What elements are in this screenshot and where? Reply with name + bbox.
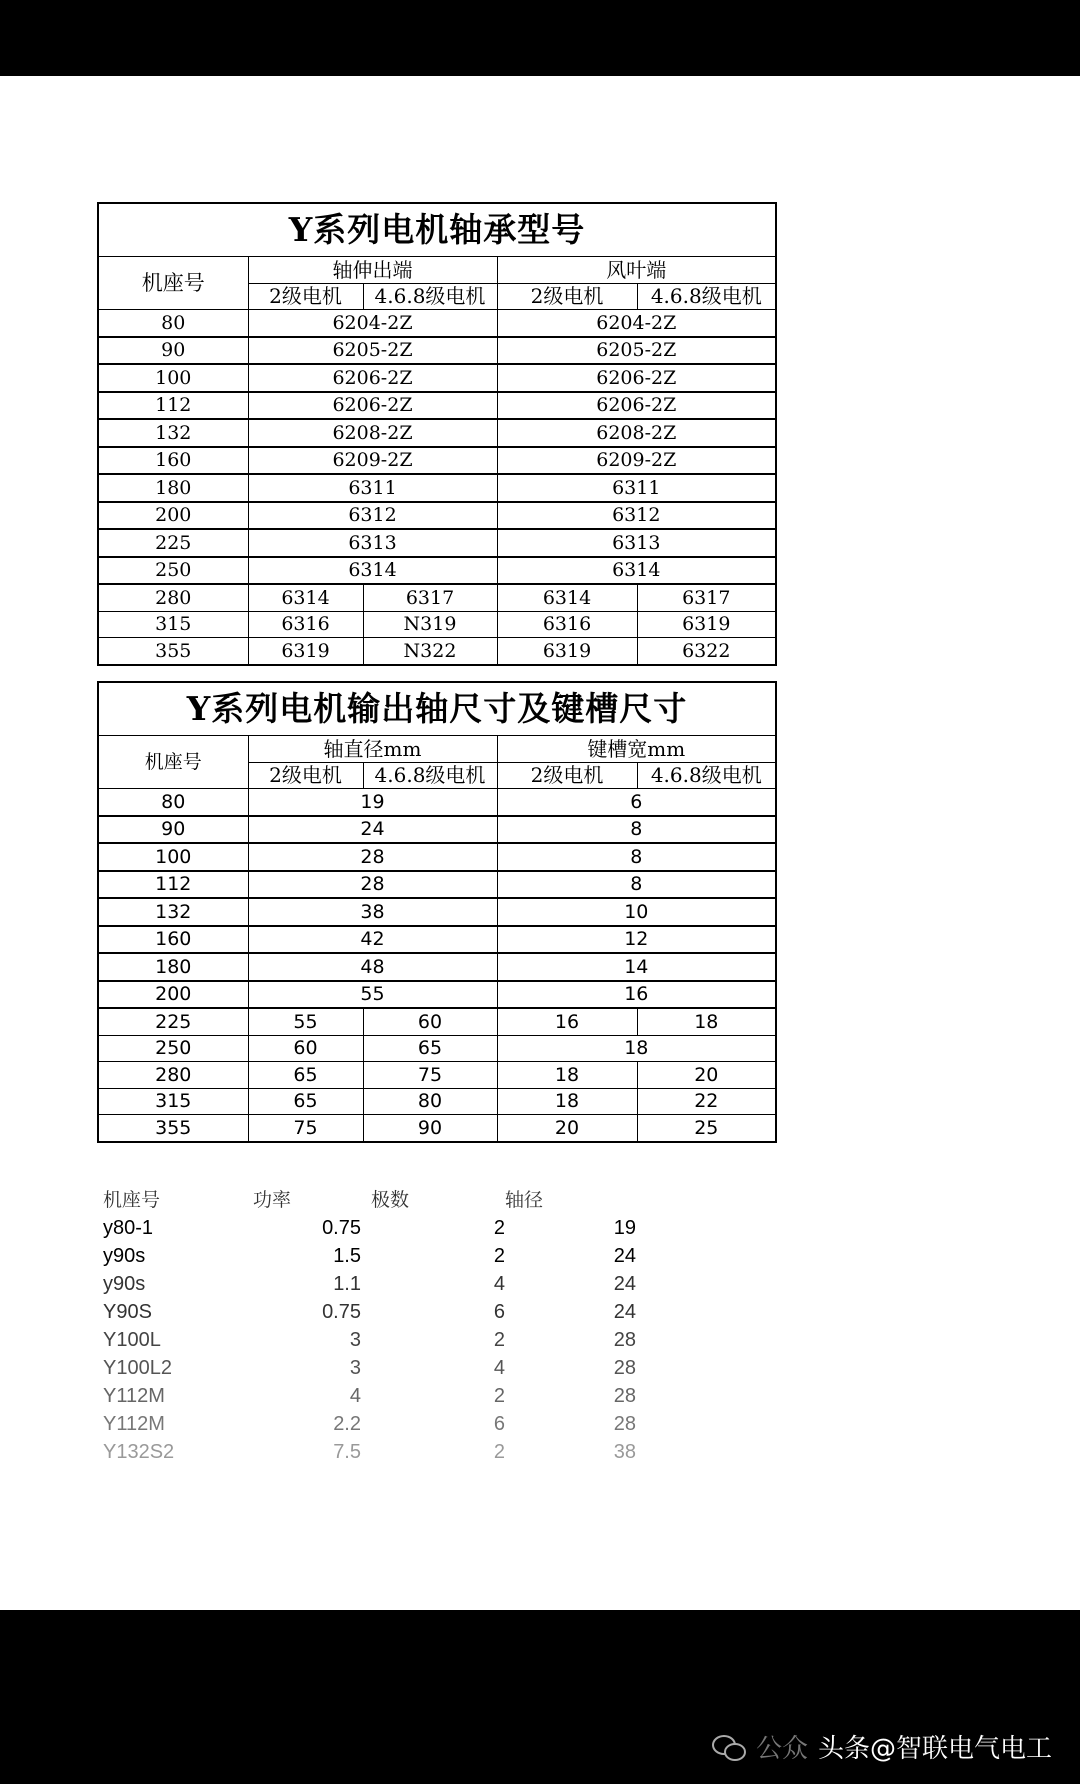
- table-row: [98, 981, 776, 1009]
- shaft-end-bearing-cell: 6206-2Z: [248, 392, 497, 420]
- shaft-diameter-2pole-cell: 75: [248, 1115, 363, 1142]
- model-cell: Y90S: [103, 1301, 152, 1323]
- table-row: [98, 310, 776, 337]
- shaft-diameter-cell: 55: [248, 981, 497, 1009]
- table-row: [98, 789, 776, 816]
- shaft-diameter-cell: 38: [613, 1441, 636, 1463]
- frame-cell: 112: [98, 392, 248, 420]
- subheader-468pole: 4.6.8级电机: [637, 762, 776, 789]
- table-row: [98, 337, 776, 365]
- watermark-text: 头条@智联电气电工: [817, 1734, 1052, 1764]
- model-cell: y90s: [103, 1245, 146, 1267]
- keyway-width-2pole-cell: 20: [497, 1115, 637, 1142]
- shaft-end-468pole-cell: N322: [363, 638, 497, 665]
- keyway-width-cell: 6: [497, 789, 776, 816]
- shaft-diameter-2pole-cell: 65: [248, 1062, 363, 1089]
- shaft-end-bearing-cell: 6311: [248, 474, 497, 502]
- subheader-2pole: 2级电机: [248, 762, 363, 789]
- power-cell: 0.75: [322, 1217, 361, 1239]
- frame-header: 机座号: [98, 736, 248, 789]
- table-row: [98, 611, 776, 638]
- table-row: [98, 953, 776, 981]
- list-header-power: 功率: [253, 1189, 292, 1211]
- keyway-width-cell: 18: [497, 1035, 776, 1062]
- model-cell: Y112M: [103, 1413, 165, 1435]
- list-item: [103, 1242, 703, 1270]
- subheader-2pole: 2级电机: [497, 762, 637, 789]
- table-row: [98, 1062, 776, 1089]
- model-cell: Y112M: [103, 1385, 165, 1407]
- watermark: [712, 1728, 1052, 1765]
- fan-end-bearing-cell: 6208-2Z: [497, 419, 776, 447]
- list-item: [103, 1270, 703, 1298]
- table-row: [98, 447, 776, 475]
- fan-end-bearing-cell: 6205-2Z: [497, 337, 776, 365]
- shaft-diameter-header: 轴直径mm: [248, 736, 497, 763]
- keyway-width-2pole-cell: 18: [497, 1088, 637, 1115]
- shaft-end-468pole-cell: 6317: [363, 584, 497, 611]
- fan-end-header: 风叶端: [497, 257, 776, 284]
- power-cell: 4: [349, 1385, 361, 1407]
- table-row: [98, 419, 776, 447]
- shaft-end-2pole-cell: 6316: [248, 611, 363, 638]
- subheader-468pole: 4.6.8级电机: [637, 283, 776, 310]
- fan-end-468pole-cell: 6322: [637, 638, 776, 665]
- model-cell: Y100L2: [103, 1357, 172, 1379]
- fan-end-bearing-cell: 6206-2Z: [497, 392, 776, 420]
- frame-cell: 200: [98, 981, 248, 1009]
- fan-end-bearing-cell: 6312: [497, 502, 776, 530]
- table-row: [98, 843, 776, 871]
- power-cell: 0.75: [322, 1301, 361, 1323]
- frame-cell: 90: [98, 337, 248, 365]
- frame-cell: 180: [98, 953, 248, 981]
- frame-header: 机座号: [98, 257, 248, 310]
- keyway-width-468pole-cell: 22: [637, 1088, 776, 1115]
- power-cell: 1.5: [333, 1245, 361, 1267]
- watermark-prefix: 公众: [755, 1734, 808, 1764]
- frame-cell: 280: [98, 1062, 248, 1089]
- shaft-diameter-cell: 28: [613, 1385, 636, 1407]
- table-row: [98, 1035, 776, 1062]
- power-cell: 3: [349, 1329, 361, 1351]
- keyway-width-cell: 8: [497, 871, 776, 899]
- table-row: [98, 392, 776, 420]
- shaft-diameter-cell: 38: [248, 898, 497, 926]
- subheader-468pole: 4.6.8级电机: [363, 762, 497, 789]
- fan-end-2pole-cell: 6319: [497, 638, 637, 665]
- frame-cell: 160: [98, 447, 248, 475]
- frame-cell: 100: [98, 364, 248, 392]
- bearing-table-title: Y系列电机轴承型号: [98, 203, 776, 257]
- keyway-width-cell: 14: [497, 953, 776, 981]
- keyway-width-468pole-cell: 25: [637, 1115, 776, 1142]
- frame-cell: 100: [98, 843, 248, 871]
- table-row: [98, 816, 776, 844]
- table-row: [98, 502, 776, 530]
- shaft-diameter-468pole-cell: 75: [363, 1062, 497, 1089]
- shaft-diameter-cell: 48: [248, 953, 497, 981]
- poles-cell: 2: [493, 1441, 505, 1463]
- shaft-diameter-2pole-cell: 55: [248, 1008, 363, 1035]
- model-cell: Y132S2: [103, 1441, 175, 1463]
- frame-cell: 132: [98, 419, 248, 447]
- table-row: [98, 529, 776, 557]
- shaft-end-bearing-cell: 6205-2Z: [248, 337, 497, 365]
- frame-cell: 180: [98, 474, 248, 502]
- shaft-diameter-cell: 28: [613, 1413, 636, 1435]
- fan-end-bearing-cell: 6311: [497, 474, 776, 502]
- fan-end-468pole-cell: 6317: [637, 584, 776, 611]
- keyway-width-cell: 10: [497, 898, 776, 926]
- fan-end-bearing-cell: 6204-2Z: [497, 310, 776, 337]
- model-cell: y80-1: [103, 1217, 154, 1239]
- shaft-diameter-cell: 42: [248, 926, 497, 954]
- shaft-diameter-cell: 19: [613, 1217, 636, 1239]
- subheader-468pole: 4.6.8级电机: [363, 283, 497, 310]
- keyway-width-header: 键槽宽mm: [497, 736, 776, 763]
- keyway-width-cell: 8: [497, 843, 776, 871]
- shaft-diameter-cell: 19: [248, 789, 497, 816]
- keyway-width-2pole-cell: 16: [497, 1008, 637, 1035]
- table-row: [98, 898, 776, 926]
- list-item: [103, 1326, 703, 1354]
- frame-cell: 200: [98, 502, 248, 530]
- shaft-end-bearing-cell: 6313: [248, 529, 497, 557]
- fan-end-bearing-cell: 6209-2Z: [497, 447, 776, 475]
- list-item: [103, 1214, 703, 1242]
- keyway-width-468pole-cell: 20: [637, 1062, 776, 1089]
- frame-cell: 250: [98, 557, 248, 585]
- shaft-table-title: Y系列电机输出轴尺寸及键槽尺寸: [98, 682, 776, 736]
- power-cell: 1.1: [333, 1273, 361, 1295]
- frame-cell: 80: [98, 789, 248, 816]
- shaft-diameter-2pole-cell: 65: [248, 1088, 363, 1115]
- poles-cell: 4: [493, 1273, 505, 1295]
- shaft-end-bearing-cell: 6314: [248, 557, 497, 585]
- poles-cell: 4: [493, 1357, 505, 1379]
- list-item: [103, 1298, 703, 1326]
- subheader-2pole: 2级电机: [248, 283, 363, 310]
- table-row: [98, 926, 776, 954]
- list-item: [103, 1382, 703, 1410]
- table-row: [98, 871, 776, 899]
- shaft-diameter-cell: 28: [613, 1329, 636, 1351]
- frame-cell: 250: [98, 1035, 248, 1062]
- list-item: [103, 1354, 703, 1382]
- model-cell: y90s: [103, 1273, 146, 1295]
- fan-end-bearing-cell: 6206-2Z: [497, 364, 776, 392]
- shaft-diameter-cell: 24: [613, 1245, 636, 1267]
- shaft-diameter-468pole-cell: 80: [363, 1088, 497, 1115]
- keyway-width-2pole-cell: 18: [497, 1062, 637, 1089]
- shaft-diameter-468pole-cell: 65: [363, 1035, 497, 1062]
- wechat-icon: [712, 1733, 746, 1761]
- subheader-2pole: 2级电机: [497, 283, 637, 310]
- frame-cell: 315: [98, 611, 248, 638]
- keyway-width-468pole-cell: 18: [637, 1008, 776, 1035]
- model-cell: Y100L: [103, 1329, 161, 1351]
- frame-cell: 80: [98, 310, 248, 337]
- fan-end-2pole-cell: 6314: [497, 584, 637, 611]
- shaft-diameter-cell: 24: [613, 1301, 636, 1323]
- list-header-frame: 机座号: [103, 1189, 161, 1211]
- table-row: [98, 638, 776, 665]
- table-row: [98, 557, 776, 585]
- fan-end-468pole-cell: 6319: [637, 611, 776, 638]
- poles-cell: 2: [493, 1329, 505, 1351]
- poles-cell: 2: [493, 1217, 505, 1239]
- shaft-end-bearing-cell: 6209-2Z: [248, 447, 497, 475]
- document-page: [0, 76, 1080, 1610]
- list-header-poles: 极数: [371, 1189, 410, 1211]
- shaft-diameter-2pole-cell: 60: [248, 1035, 363, 1062]
- fan-end-bearing-cell: 6314: [497, 557, 776, 585]
- shaft-diameter-cell: 28: [248, 843, 497, 871]
- frame-cell: 225: [98, 529, 248, 557]
- keyway-width-cell: 12: [497, 926, 776, 954]
- poles-cell: 6: [493, 1301, 505, 1323]
- frame-cell: 160: [98, 926, 248, 954]
- frame-cell: 280: [98, 584, 248, 611]
- shaft-diameter-cell: 24: [248, 816, 497, 844]
- shaft-end-bearing-cell: 6204-2Z: [248, 310, 497, 337]
- power-cell: 3: [349, 1357, 361, 1379]
- shaft-end-2pole-cell: 6319: [248, 638, 363, 665]
- keyway-width-cell: 16: [497, 981, 776, 1009]
- list-header-shaft: 轴径: [505, 1189, 544, 1211]
- table-row: [98, 1115, 776, 1142]
- list-header: [103, 1186, 703, 1214]
- shaft-end-2pole-cell: 6314: [248, 584, 363, 611]
- shaft-end-468pole-cell: N319: [363, 611, 497, 638]
- frame-cell: 112: [98, 871, 248, 899]
- table-row: [98, 1088, 776, 1115]
- table-row: [98, 584, 776, 611]
- bearing-model-table: [97, 202, 777, 666]
- shaft-end-bearing-cell: 6312: [248, 502, 497, 530]
- fan-end-2pole-cell: 6316: [497, 611, 637, 638]
- fan-end-bearing-cell: 6313: [497, 529, 776, 557]
- table-row: [98, 1008, 776, 1035]
- list-item: [103, 1410, 703, 1438]
- shaft-end-bearing-cell: 6206-2Z: [248, 364, 497, 392]
- shaft-size-table: [97, 681, 777, 1143]
- keyway-width-cell: 8: [497, 816, 776, 844]
- poles-cell: 2: [493, 1385, 505, 1407]
- power-cell: 2.2: [333, 1413, 361, 1435]
- frame-cell: 90: [98, 816, 248, 844]
- list-item: [103, 1438, 703, 1466]
- poles-cell: 2: [493, 1245, 505, 1267]
- shaft-diameter-cell: 28: [613, 1357, 636, 1379]
- table-row: [98, 364, 776, 392]
- table-row: [98, 474, 776, 502]
- shaft-diameter-cell: 28: [248, 871, 497, 899]
- motor-spec-list: [103, 1186, 703, 1466]
- shaft-end-bearing-cell: 6208-2Z: [248, 419, 497, 447]
- shaft-diameter-cell: 24: [613, 1273, 636, 1295]
- frame-cell: 225: [98, 1008, 248, 1035]
- frame-cell: 355: [98, 638, 248, 665]
- frame-cell: 315: [98, 1088, 248, 1115]
- shaft-diameter-468pole-cell: 60: [363, 1008, 497, 1035]
- frame-cell: 132: [98, 898, 248, 926]
- poles-cell: 6: [493, 1413, 505, 1435]
- shaft-end-header: 轴伸出端: [248, 257, 497, 284]
- frame-cell: 355: [98, 1115, 248, 1142]
- power-cell: 7.5: [333, 1441, 361, 1463]
- shaft-diameter-468pole-cell: 90: [363, 1115, 497, 1142]
